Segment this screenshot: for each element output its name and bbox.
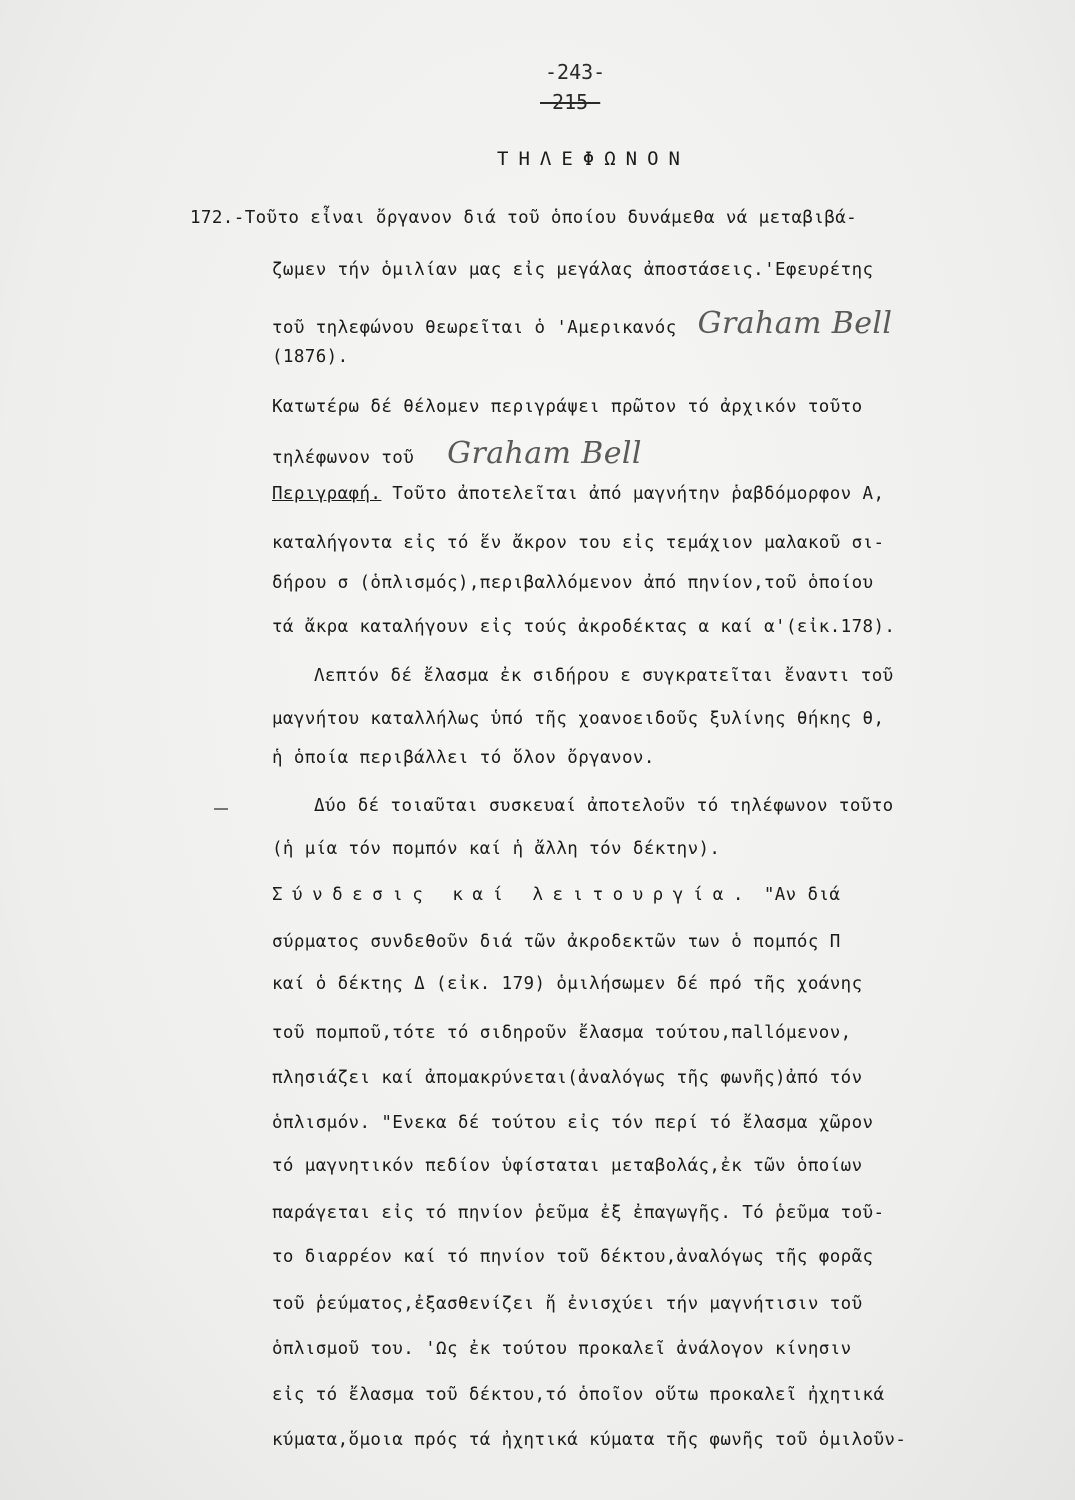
text-line: ζωμεν τήν ὁμιλίαν μας εἰς μεγάλας ἀποστάσεις.'Εφευρέτης [272, 260, 874, 280]
section-heading: Περιγραφή. [272, 484, 382, 504]
text-line: τοῦ ῥεύματος,ἐξασθενίζει ἤ ἐνισχύει τήν μαγνήτισιν τοῦ [272, 1294, 863, 1314]
text-line: τό μαγνητικόν πεδίον ὑφίσταται μεταβολάς,ἐκ τῶν ὁποίων [272, 1156, 863, 1176]
text-line: δήρου σ (ὁπλισμός),περιβαλλόμενον ἀπό πηνίον,τοῦ ὁποίου [272, 573, 874, 593]
text-line: (1876). [272, 347, 349, 367]
text-line: τηλέφωνον τοῦ Graham Bell [272, 436, 642, 471]
text-line: ἡ ὁποία περιβάλλει τό ὅλον ὄργανον. [272, 748, 655, 768]
text-line: τοῦ πομποῦ,τότε τό σιδηροῦν ἔλασμα τούτου,πallόμενον, [272, 1023, 852, 1043]
text-line: Λεπτόν δέ ἔλασμα ἐκ σιδήρου ε συγκρατεῖται ἔναντι τοῦ [314, 666, 894, 686]
text-line: (ἡ μία τόν πομπόν καί ἡ ἄλλη τόν δέκτην). [272, 839, 721, 859]
text-line: μαγνήτου καταλλήλως ὑπό τῆς χοανοειδοῦς ξυλίνης θήκης θ, [272, 709, 885, 729]
text-line: ὁπλισμόν. "Ενεκα δέ τούτου εἰς τόν περί τό ἔλασμα χῶρον [272, 1113, 874, 1133]
section-heading: Σύνδεσις καί λειτουργία. [272, 885, 753, 905]
text-line: καταλήγοντα εἰς τό ἕν ἄκρον του εἰς τεμάχιον μαλακοῦ σι- [272, 533, 885, 553]
handwritten-name: Graham Bell [697, 306, 893, 341]
text-line: Κατωτέρω δέ θέλομεν περιγράψει πρῶτον τό ἀρχικόν τοῦτο [272, 397, 863, 417]
text-line: Δύο δέ τοιαῦται συσκευαί ἀποτελοῦν τό τηλέφωνον τοῦτο [314, 796, 894, 816]
margin-mark [214, 808, 228, 810]
text-line: τά ἄκρα καταλήγουν εἰς τούς ἀκροδέκτας α καί α'(εἰκ.178). [272, 617, 896, 637]
text-line: Σύνδεσις καί λειτουργία. "Αν διά [272, 885, 841, 905]
crossed-out-page-number: -215- [540, 90, 601, 114]
section-number: 172.- [190, 208, 245, 228]
text-line: ὁπλισμοῦ του. 'Ως ἐκ τούτου προκαλεῖ ἀνάλογον κίνησιν [272, 1339, 852, 1359]
text-line: πλησιάζει καί ἀπομακρύνεται(ἀναλόγως τῆς φωνῆς)ἀπό τόν [272, 1068, 863, 1088]
text-line: καί ὁ δέκτης Δ (εἰκ. 179) ὁμιλήσωμεν δέ πρό τῆς χοάνης [272, 974, 863, 994]
page-title: ΤΗΛΕΦΩΝΟΝ [497, 148, 690, 170]
text-line: σύρματος συνδεθοῦν διά τῶν ἀκροδεκτῶν των ὁ πομπός Π [272, 932, 841, 952]
text-line: το διαρρέον καί τό πηνίον τοῦ δέκτου,ἀναλόγως τῆς φορᾶς [272, 1247, 874, 1267]
text-line: Περιγραφή. Τοῦτο ἀποτελεῖται ἀπό μαγνήτην ῥαβδόμορφον Α, [272, 484, 885, 504]
page-number: -243- [545, 60, 606, 84]
text-line: παράγεται εἰς τό πηνίον ῥεῦμα ἐξ ἐπαγωγῆς. Τό ῥεῦμα τοῦ- [272, 1203, 885, 1223]
text-line: τοῦ τηλεφώνου θεωρεῖται ὁ 'Αμερικανός Graham Bell [272, 306, 893, 341]
text-line: εἰς τό ἔλασμα τοῦ δέκτου,τό ὁποῖον οὕτω προκαλεῖ ἠχητικά [272, 1385, 885, 1405]
handwritten-name: Graham Bell [447, 436, 642, 471]
text-line: κύματα,ὅμοια πρός τά ἠχητικά κύματα τῆς φωνῆς τοῦ ὁμιλοῦν- [272, 1430, 907, 1450]
text-line: 172.-Τοῦτο εἶναι ὄργανον διά τοῦ ὁποίου δυνάμεθα νά μεταβιβά- [190, 208, 858, 228]
